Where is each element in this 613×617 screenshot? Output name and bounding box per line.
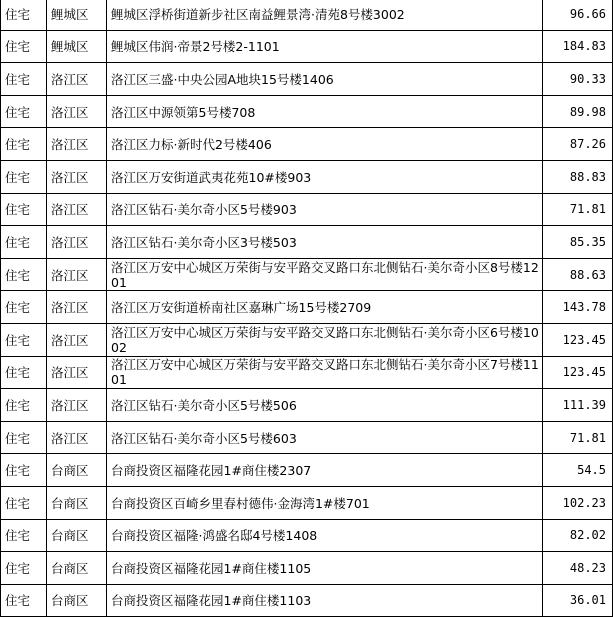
property-type-cell: 住宅 [1, 291, 47, 324]
property-type-cell: 住宅 [1, 323, 47, 356]
district-cell: 洛江区 [47, 356, 107, 389]
district-cell: 洛江区 [47, 226, 107, 259]
property-table-body [1, 0, 613, 617]
district-cell: 台商区 [47, 552, 107, 585]
area-cell: 143.78 [543, 291, 613, 324]
table-row [1, 552, 613, 585]
district-cell: 洛江区 [47, 258, 107, 291]
area-cell: 123.45 [543, 323, 613, 356]
district-cell: 鲤城区 [47, 30, 107, 63]
address-cell: 洛江区钻石·美尔奇小区3号楼503 [107, 226, 543, 259]
table-row [1, 454, 613, 487]
property-type-cell: 住宅 [1, 63, 47, 96]
area-cell: 87.26 [543, 128, 613, 161]
district-cell: 洛江区 [47, 323, 107, 356]
area-cell: 36.01 [543, 584, 613, 617]
area-cell: 85.35 [543, 226, 613, 259]
address-cell: 洛江区钻石·美尔奇小区5号楼603 [107, 421, 543, 454]
property-type-cell: 住宅 [1, 356, 47, 389]
property-type-cell: 住宅 [1, 226, 47, 259]
address-cell: 洛江区中源领第5号楼708 [107, 95, 543, 128]
area-cell: 123.45 [543, 356, 613, 389]
table-row [1, 193, 613, 226]
address-cell: 洛江区万安街道武夷花苑10#楼903 [107, 160, 543, 193]
address-cell: 洛江区钻石·美尔奇小区5号楼506 [107, 389, 543, 422]
table-row [1, 95, 613, 128]
district-cell: 洛江区 [47, 128, 107, 161]
property-type-cell: 住宅 [1, 160, 47, 193]
area-cell: 88.63 [543, 258, 613, 291]
property-type-cell: 住宅 [1, 193, 47, 226]
table-row [1, 519, 613, 552]
address-cell: 台商投资区百崎乡里春村德伟·金海湾1#楼701 [107, 486, 543, 519]
address-cell: 洛江区三盛·中央公园A地块15号楼1406 [107, 63, 543, 96]
property-type-cell: 住宅 [1, 519, 47, 552]
address-cell: 洛江区万安中心城区万荣街与安平路交叉路口东北侧钻石·美尔奇小区8号楼1201 [107, 258, 543, 291]
address-cell: 洛江区力标·新时代2号楼406 [107, 128, 543, 161]
area-cell: 90.33 [543, 63, 613, 96]
district-cell: 洛江区 [47, 63, 107, 96]
table-row [1, 323, 613, 356]
table-row [1, 160, 613, 193]
property-type-cell: 住宅 [1, 552, 47, 585]
district-cell: 台商区 [47, 454, 107, 487]
address-cell: 洛江区万安中心城区万荣街与安平路交叉路口东北侧钻石·美尔奇小区7号楼1101 [107, 356, 543, 389]
address-cell: 鲤城区伟润·帝景2号楼2-1101 [107, 30, 543, 63]
district-cell: 洛江区 [47, 193, 107, 226]
area-cell: 102.23 [543, 486, 613, 519]
table-row [1, 421, 613, 454]
property-type-cell: 住宅 [1, 389, 47, 422]
district-cell: 台商区 [47, 519, 107, 552]
district-cell: 洛江区 [47, 389, 107, 422]
property-type-cell: 住宅 [1, 454, 47, 487]
table-row [1, 356, 613, 389]
table-row [1, 389, 613, 422]
address-cell: 台商投资区福隆花园1#商住楼1103 [107, 584, 543, 617]
district-cell: 洛江区 [47, 291, 107, 324]
property-type-cell: 住宅 [1, 421, 47, 454]
table-row [1, 30, 613, 63]
area-cell: 48.23 [543, 552, 613, 585]
property-type-cell: 住宅 [1, 0, 47, 30]
district-cell: 洛江区 [47, 421, 107, 454]
table-row [1, 128, 613, 161]
area-cell: 111.39 [543, 389, 613, 422]
table-row [1, 0, 613, 30]
property-type-cell: 住宅 [1, 95, 47, 128]
table-row [1, 291, 613, 324]
address-cell: 台商投资区福隆花园1#商住楼2307 [107, 454, 543, 487]
area-cell: 71.81 [543, 421, 613, 454]
area-cell: 88.83 [543, 160, 613, 193]
area-cell: 54.5 [543, 454, 613, 487]
table-row [1, 486, 613, 519]
area-cell: 89.98 [543, 95, 613, 128]
address-cell: 洛江区万安中心城区万荣街与安平路交叉路口东北侧钻石·美尔奇小区6号楼1002 [107, 323, 543, 356]
area-cell: 184.83 [543, 30, 613, 63]
area-cell: 96.66 [543, 0, 613, 30]
district-cell: 台商区 [47, 584, 107, 617]
district-cell: 洛江区 [47, 160, 107, 193]
area-cell: 82.02 [543, 519, 613, 552]
district-cell: 鲤城区 [47, 0, 107, 30]
address-cell: 台商投资区福隆花园1#商住楼1105 [107, 552, 543, 585]
district-cell: 台商区 [47, 486, 107, 519]
property-type-cell: 住宅 [1, 486, 47, 519]
district-cell: 洛江区 [47, 95, 107, 128]
area-cell: 71.81 [543, 193, 613, 226]
address-cell: 洛江区钻石·美尔奇小区5号楼903 [107, 193, 543, 226]
table-row [1, 63, 613, 96]
table-row [1, 584, 613, 617]
property-type-cell: 住宅 [1, 258, 47, 291]
address-cell: 台商投资区福隆·鸿盛名邸4号楼1408 [107, 519, 543, 552]
address-cell: 鲤城区浮桥街道新步社区南益鲤景湾·清苑8号楼3002 [107, 0, 543, 30]
address-cell: 洛江区万安街道桥南社区嘉琳广场15号楼2709 [107, 291, 543, 324]
property-type-cell: 住宅 [1, 30, 47, 63]
property-type-cell: 住宅 [1, 584, 47, 617]
table-row [1, 258, 613, 291]
property-type-cell: 住宅 [1, 128, 47, 161]
table-row [1, 226, 613, 259]
